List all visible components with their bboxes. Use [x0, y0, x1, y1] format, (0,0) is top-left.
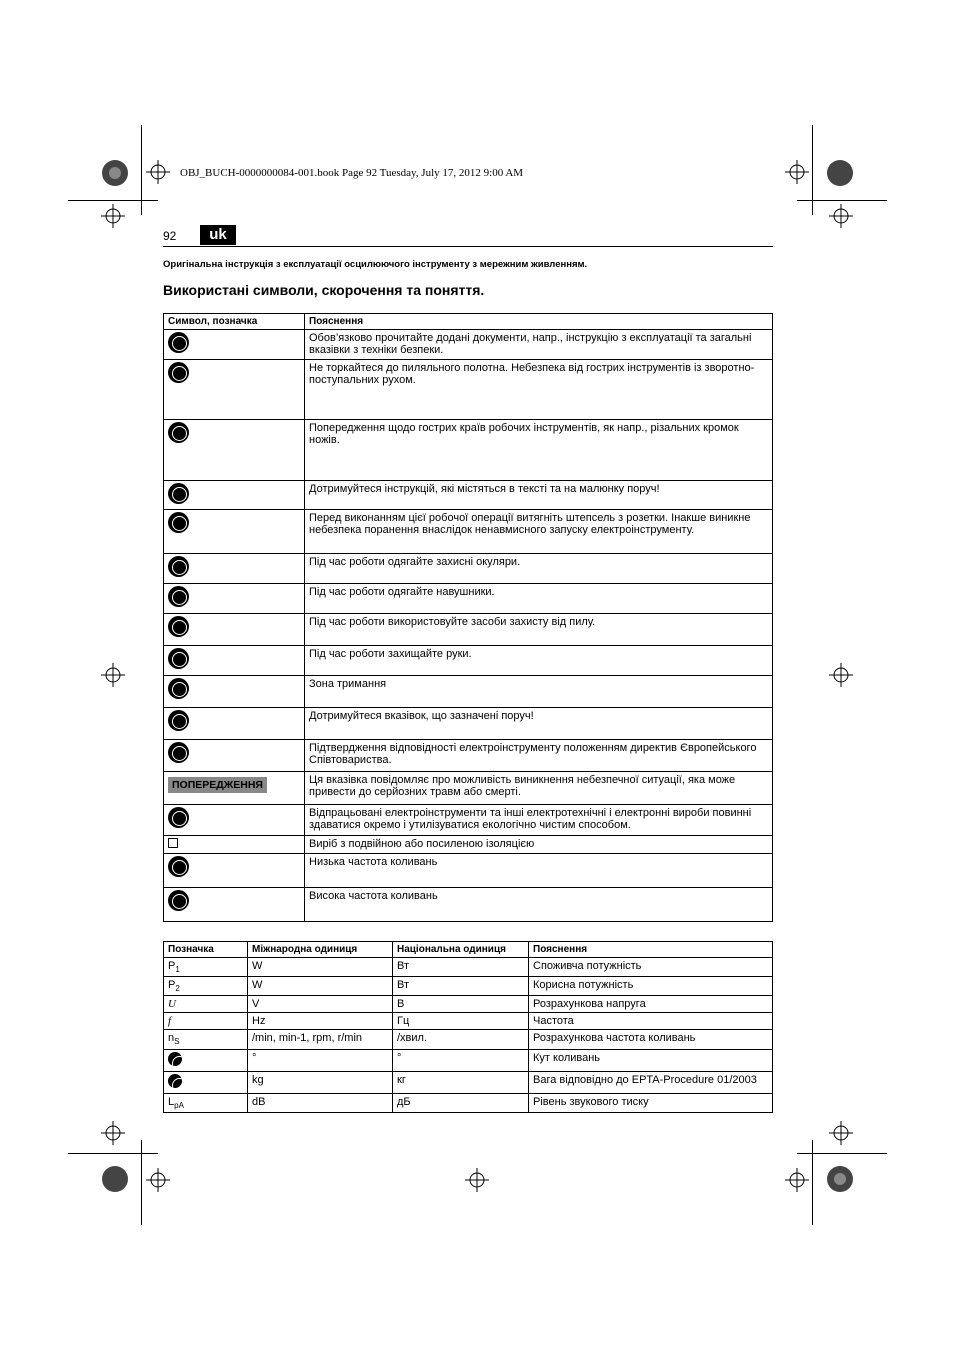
symbol-icon	[168, 332, 189, 353]
low-speed-bicycle-icon	[164, 854, 305, 888]
international-unit: dB	[248, 1093, 393, 1112]
symbol-icon	[168, 483, 189, 504]
symbol-subscript: 1	[175, 965, 180, 975]
column-header: Символ, позначка	[164, 314, 305, 330]
crop-mark	[68, 1153, 158, 1154]
unit-explanation: Вага відповідно до EPTA-Procedure 01/2003	[529, 1071, 773, 1093]
crosshair-icon	[101, 663, 125, 687]
national-unit: °	[393, 1049, 529, 1071]
table-row	[164, 1049, 773, 1071]
page-number: 92	[163, 229, 177, 243]
read-manual-icons	[164, 330, 305, 360]
explanation-text: Дотримуйтеся вказівок, що зазначені поруч!	[305, 708, 773, 740]
international-unit: W	[248, 977, 393, 996]
symbol-icon	[168, 556, 189, 577]
crop-mark	[797, 1153, 887, 1154]
symbol-letter: U	[168, 998, 176, 1011]
table-row	[164, 330, 773, 360]
table-row	[164, 1030, 773, 1049]
unit-symbol	[164, 1013, 248, 1030]
crosshair-icon	[829, 204, 853, 228]
unit-symbol	[164, 977, 248, 996]
registration-target-icon	[825, 1164, 855, 1194]
unit-explanation: Рівень звукового тиску	[529, 1093, 773, 1112]
unplug-icon	[164, 510, 305, 554]
table-row	[164, 614, 773, 646]
table-row	[164, 740, 773, 772]
oscillation-angle-icon	[168, 1052, 182, 1066]
unit-symbol	[164, 1049, 248, 1071]
table-row	[164, 996, 773, 1013]
crosshair-icon	[101, 204, 125, 228]
unit-explanation: Споживча потужність	[529, 958, 773, 977]
units-table	[163, 941, 773, 1113]
table-row	[164, 1093, 773, 1112]
column-header: Позначка	[164, 942, 248, 958]
symbol-icon	[168, 807, 189, 828]
column-header: Пояснення	[529, 942, 773, 958]
symbol-subscript: S	[174, 1037, 180, 1047]
gloves-icon	[164, 646, 305, 676]
symbol-letter: f	[168, 1015, 172, 1028]
symbol-icon	[168, 838, 178, 848]
crop-mark	[797, 200, 887, 201]
unit-symbol	[164, 1071, 248, 1093]
file-header: OBJ_BUCH-0000000084-001.book Page 92 Tuesday, July 17, 2012 9:00 AM	[180, 167, 524, 179]
unit-symbol	[164, 1093, 248, 1112]
warning-badge-label: ПОПЕРЕДЖЕННЯ	[168, 777, 267, 793]
explanation-text: Перед виконанням цієї робочої операції витягніть штепсель з розетки. Інакше виникне небезпека поранення внаслідок ненавмисного запуску електроінструменту.	[305, 510, 773, 554]
column-header: Національна одиниця	[393, 942, 529, 958]
unit-explanation: Розрахункова напруга	[529, 996, 773, 1013]
crosshair-icon	[829, 663, 853, 687]
registration-target-icon	[100, 1164, 130, 1194]
table-row	[164, 836, 773, 854]
column-header: Міжнародна одиниця	[248, 942, 393, 958]
table-row	[164, 958, 773, 977]
symbol-letter: P	[168, 979, 176, 992]
crop-mark	[812, 125, 813, 215]
international-unit: /min, min-1, rpm, r/min	[248, 1030, 393, 1049]
registration-target-icon	[100, 158, 130, 188]
explanation-text: Висока частота коливань	[305, 888, 773, 922]
national-unit: В	[393, 996, 529, 1013]
unit-explanation: Розрахункова частота коливань	[529, 1030, 773, 1049]
explanation-text: Відпрацьовані електроінструменти та інші електротехнічні і електронні вироби повинні здаватися окремо і утилізуватися екологічно чистим способом.	[305, 805, 773, 836]
crosshair-icon	[465, 1168, 489, 1192]
section-heading: Використані символи, скорочення та поняття.	[163, 282, 485, 298]
symbol-letter: P	[168, 960, 176, 972]
unit-symbol	[164, 958, 248, 977]
explanation-text: Попередження щодо гострих країв робочих інструментів, як напр., різальних кромок ножів.	[305, 420, 773, 481]
crop-mark	[68, 200, 158, 201]
dust-mask-icon	[164, 614, 305, 646]
national-unit: Вт	[393, 977, 529, 996]
symbol-icon	[168, 710, 189, 731]
symbol-icon	[168, 586, 189, 607]
international-unit: V	[248, 996, 393, 1013]
symbol-icon	[168, 648, 189, 669]
warning-triangle-icon	[164, 708, 305, 740]
explanation-text: Під час роботи одягайте захисні окуляри.	[305, 554, 773, 584]
weight-icon	[168, 1074, 182, 1088]
table-row	[164, 510, 773, 554]
symbol-icon	[168, 856, 189, 877]
ear-protection-icons	[164, 584, 305, 614]
unit-explanation: Корисна потужність	[529, 977, 773, 996]
table-row	[164, 481, 773, 510]
crosshair-icon	[101, 1121, 125, 1145]
table-row	[164, 584, 773, 614]
symbol-icon	[168, 362, 189, 383]
international-unit: Hz	[248, 1013, 393, 1030]
unit-explanation: Частота	[529, 1013, 773, 1030]
manual-subtitle: Оригінальна інструкція з експлуатації осцилюючого інструменту з мережним живленням.	[163, 259, 588, 270]
grip-zone-icon	[164, 676, 305, 708]
table-row	[164, 554, 773, 584]
table-row	[164, 805, 773, 836]
international-unit: kg	[248, 1071, 393, 1093]
high-speed-bicycle-icon	[164, 888, 305, 922]
explanation-text: Обов’язково прочитайте додані документи, напр., інструкцію з експлуатації та загальні вказівки з техніки безпеки.	[305, 330, 773, 360]
table-row	[164, 888, 773, 922]
symbol-subscript: pA	[174, 1100, 184, 1110]
national-unit: Гц	[393, 1013, 529, 1030]
header-divider	[163, 246, 773, 247]
symbol-letter: n	[168, 1032, 175, 1045]
explanation-text: Під час роботи використовуйте засоби захисту від пилу.	[305, 614, 773, 646]
symbol-icon	[168, 890, 189, 911]
national-unit: Вт	[393, 958, 529, 977]
attention-saw-blade-icons	[164, 360, 305, 420]
symbol-icon	[168, 512, 189, 533]
crosshair-icon	[785, 160, 809, 184]
table-row	[164, 772, 773, 805]
symbol-subscript: 2	[175, 984, 180, 994]
exclamation-icon	[164, 481, 305, 510]
column-header: Пояснення	[305, 314, 773, 330]
symbol-letter: L	[168, 1095, 175, 1108]
national-unit: /хвил.	[393, 1030, 529, 1049]
weee-bin-icon	[164, 805, 305, 836]
warning-badge	[164, 772, 305, 805]
ce-mark-icon	[164, 740, 305, 772]
international-unit: °	[248, 1049, 393, 1071]
symbol-icon	[168, 422, 189, 443]
explanation-text: Під час роботи захищайте руки.	[305, 646, 773, 676]
explanation-text: Дотримуйтеся інструкцій, які містяться в тексті та на малюнку поруч!	[305, 481, 773, 510]
table-row	[164, 977, 773, 996]
unit-symbol	[164, 1030, 248, 1049]
table-row	[164, 854, 773, 888]
explanation-text: Зона тримання	[305, 676, 773, 708]
crosshair-icon	[146, 160, 170, 184]
symbol-icon	[168, 742, 189, 763]
sharp-edges-warning-icon	[164, 420, 305, 481]
explanation-text: Ця вказівка повідомляє про можливість виникнення небезпечної ситуації, яка може привести до серйозних травм або смерті.	[305, 772, 773, 805]
national-unit: дБ	[393, 1093, 529, 1112]
international-unit: W	[248, 958, 393, 977]
crosshair-icon	[829, 1121, 853, 1145]
crosshair-icon	[146, 1168, 170, 1192]
symbol-icon	[168, 616, 189, 637]
table-row	[164, 708, 773, 740]
registration-target-icon	[825, 158, 855, 188]
table-row	[164, 1013, 773, 1030]
table-row	[164, 360, 773, 420]
explanation-text: Не торкайтеся до пиляльного полотна. Небезпека від гострих інструментів із зворотно-поступальних рухом.	[305, 360, 773, 420]
symbol-icon	[168, 678, 189, 699]
table-row	[164, 646, 773, 676]
national-unit: кг	[393, 1071, 529, 1093]
unit-symbol	[164, 996, 248, 1013]
crop-mark	[141, 125, 142, 215]
language-tab: uk	[200, 225, 236, 245]
explanation-text: Під час роботи одягайте навушники.	[305, 584, 773, 614]
symbols-table	[163, 313, 773, 922]
crosshair-icon	[785, 1168, 809, 1192]
explanation-text: Підтвердження відповідності електроінструменту положенням директив Європейського Співтовариства.	[305, 740, 773, 772]
table-row	[164, 1071, 773, 1093]
unit-explanation: Кут коливань	[529, 1049, 773, 1071]
double-insulation-icon	[164, 836, 305, 854]
explanation-text: Виріб з подвійною або посиленою ізоляцією	[305, 836, 773, 854]
table-row	[164, 420, 773, 481]
safety-goggles-icons	[164, 554, 305, 584]
explanation-text: Низька частота коливань	[305, 854, 773, 888]
table-row	[164, 676, 773, 708]
